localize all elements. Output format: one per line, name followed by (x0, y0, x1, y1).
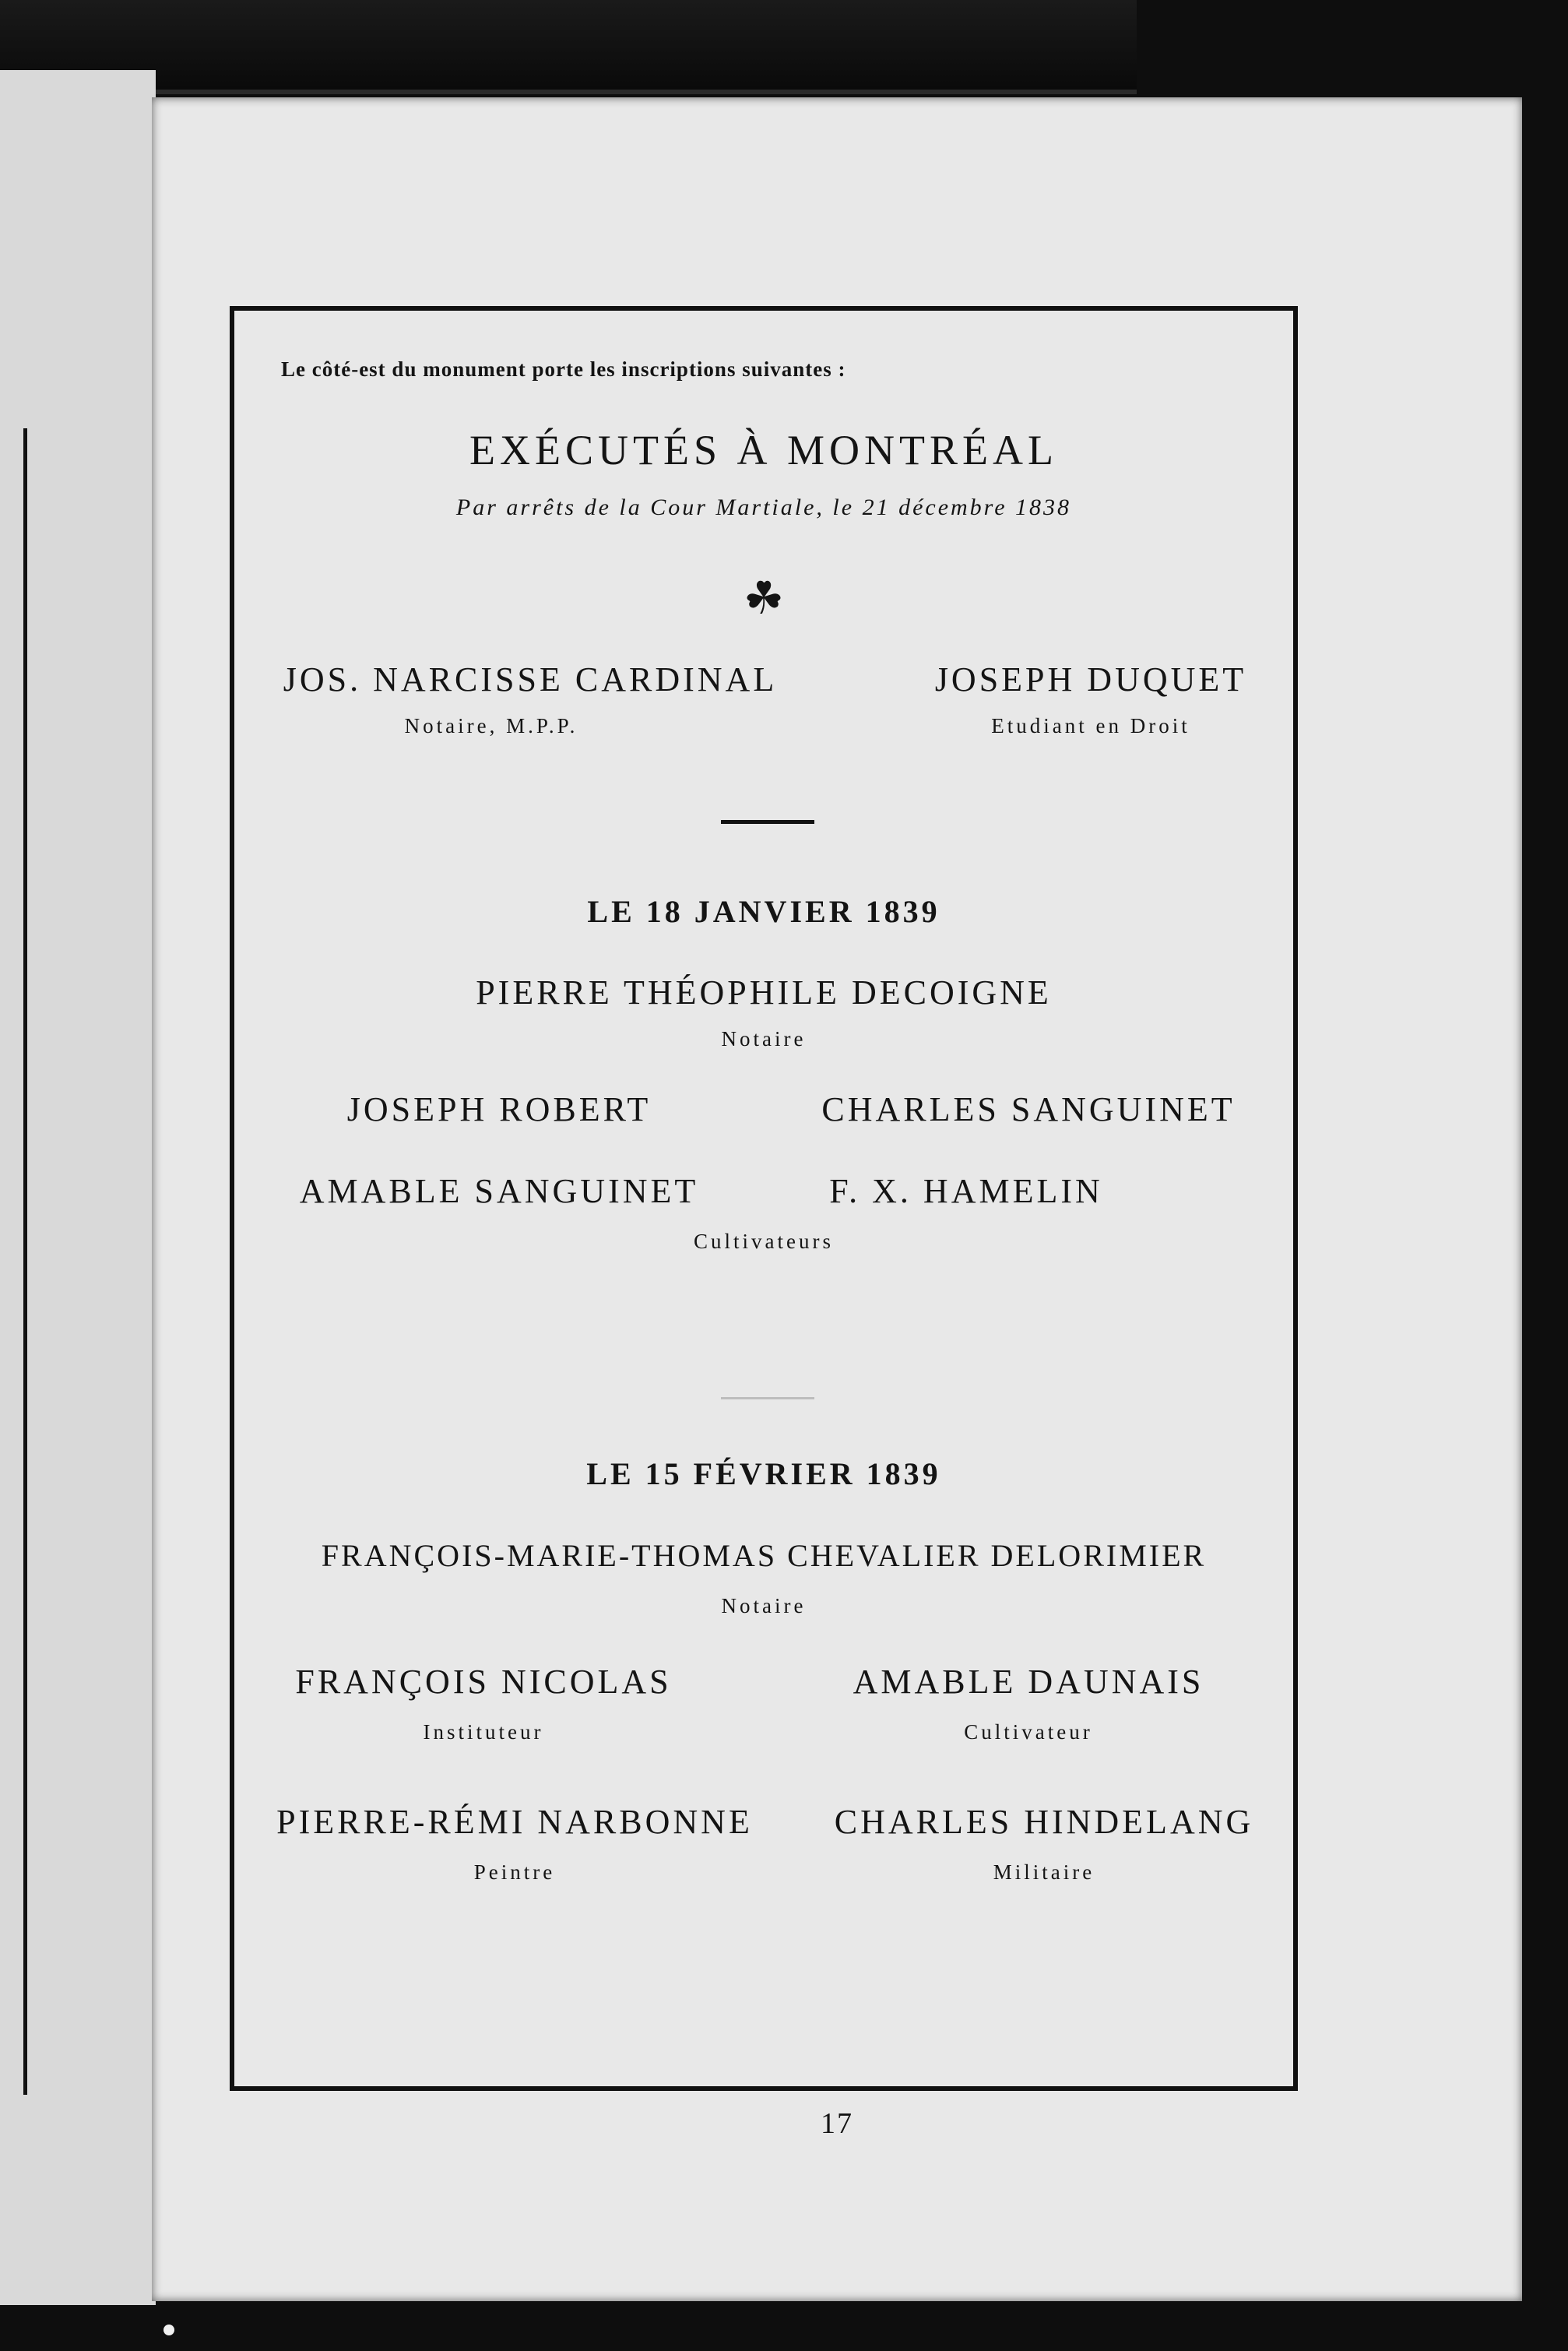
role-instituteur: Instituteur (423, 1720, 544, 1744)
book-page (152, 97, 1522, 2301)
scan-top-band (0, 0, 1137, 94)
name-joseph-robert: JOSEPH ROBERT (346, 1090, 652, 1128)
name-hamelin: F. X. HAMELIN (829, 1172, 1103, 1210)
name-francois-nicolas: FRANÇOIS NICOLAS (295, 1663, 672, 1701)
name-amable-daunais: AMABLE DAUNAIS (853, 1663, 1204, 1701)
inscription-frame (230, 306, 1298, 2091)
clover-ornament-icon: ☘ (744, 573, 784, 624)
role-delorimier: Notaire (721, 1594, 807, 1617)
section-divider (721, 820, 814, 824)
role-militaire: Militaire (993, 1860, 1095, 1884)
name-narbonne: PIERRE-RÉMI NARBONNE (276, 1803, 753, 1841)
left-page-edge (0, 70, 156, 2305)
role-cardinal: Notaire, M.P.P. (404, 714, 578, 737)
role-decoigne: Notaire (721, 1027, 807, 1051)
intro-text: Le côté-est du monument porte les inscriptions suivantes : (281, 357, 846, 381)
role-peintre: Peintre (473, 1860, 556, 1884)
name-duquet: JOSEPH DUQUET (934, 660, 1247, 699)
page-title: EXÉCUTÉS À MONTRÉAL (469, 427, 1058, 473)
date-15-fevrier: LE 15 FÉVRIER 1839 (586, 1456, 941, 1491)
role-duquet: Etudiant en Droit (991, 714, 1190, 737)
date-18-janvier: LE 18 JANVIER 1839 (587, 894, 940, 929)
role-cultivateurs: Cultivateurs (694, 1230, 834, 1253)
scan-artifact-dot (163, 2325, 174, 2335)
name-delorimier: FRANÇOIS-MARIE-THOMAS CHEVALIER DELORIMIER (321, 1538, 1207, 1573)
name-cardinal: JOS. NARCISSE CARDINAL (283, 660, 778, 699)
page-number: 17 (821, 2107, 853, 2140)
name-amable-sanguinet: AMABLE SANGUINET (299, 1172, 699, 1210)
role-cultivateur: Cultivateur (964, 1720, 1093, 1744)
left-page-border (0, 428, 27, 2095)
name-hindelang: CHARLES HINDELANG (834, 1803, 1254, 1841)
name-decoigne: PIERRE THÉOPHILE DECOIGNE (476, 973, 1052, 1012)
section-divider-faint (721, 1397, 814, 1399)
subtitle: Par arrêts de la Cour Martiale, le 21 décembre 1838 (455, 494, 1072, 520)
name-charles-sanguinet: CHARLES SANGUINET (821, 1090, 1236, 1128)
